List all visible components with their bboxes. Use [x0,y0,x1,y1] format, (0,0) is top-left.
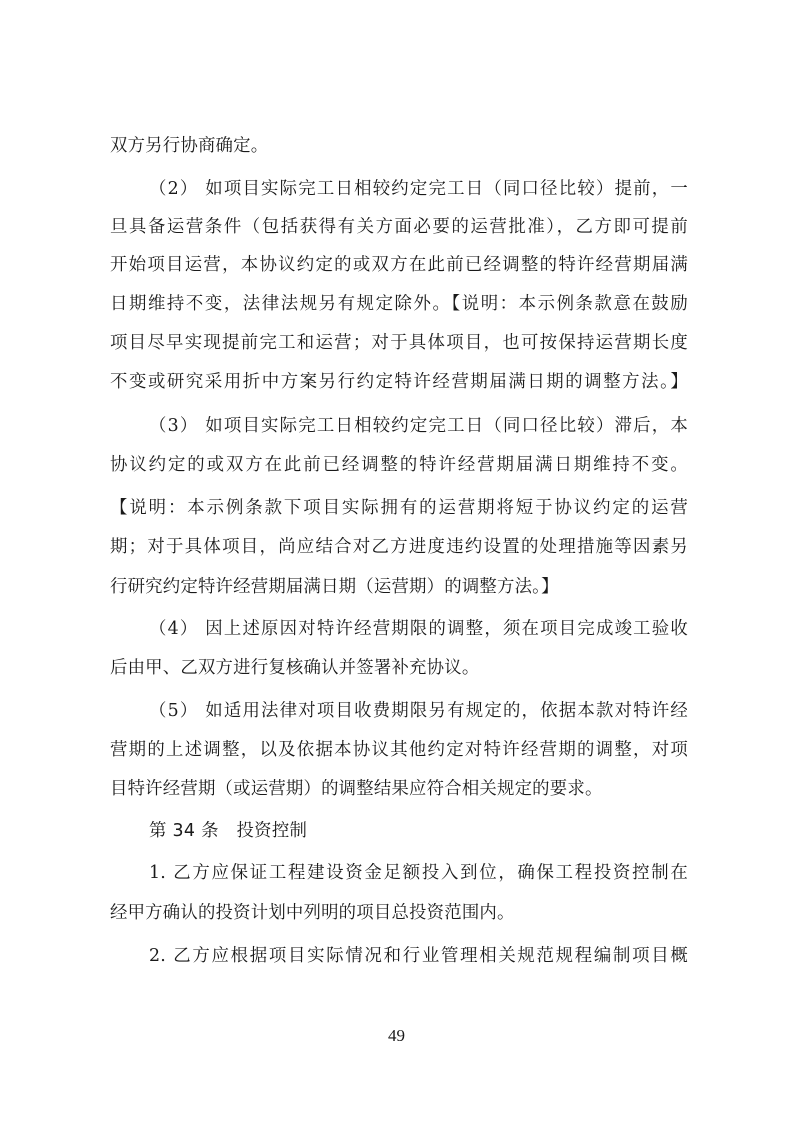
paragraph-line: （3） 如项目实际完工日相较约定完工日（同口径比较）滞后，本 [149,416,688,436]
paragraph-line: 目特许经营期（或运营期）的调整结果应符合相关规定的要求。 [110,779,603,799]
paragraph-line: 后由甲、乙双方进行复核确认并签署补充协议。 [110,658,480,678]
section-heading: 第 34 条 投资控制 [149,821,308,841]
paragraph-line: 1. 乙方应保证工程建设资金足额投入到位，确保工程投资控制在 [149,863,688,883]
paragraph-line: 旦具备运营条件（包括获得有关方面必要的运营批准），乙方即可提前 [110,217,688,237]
paragraph-line: 2. 乙方应根据项目实际情况和行业管理相关规范规程编制项目概 [149,946,688,966]
page-number: 49 [388,1026,405,1045]
paragraph-line: 协议约定的或双方在此前已经调整的特许经营期届满日期维持不变。 [110,455,688,475]
paragraph-line: （5） 如适用法律对项目收费期限另有规定的，依据本款对特许经 [149,701,688,721]
paragraph-line: 经甲方确认的投资计划中列明的项目总投资范围内。 [110,903,515,923]
paragraph-line: 不变或研究采用折中方案另行约定特许经营期届满日期的调整方法。】 [110,372,688,392]
paragraph-line: 日期维持不变，法律法规另有规定除外。【说明：本示例条款意在鼓励 [110,294,688,314]
paragraph-line: 项目尽早实现提前完工和运营；对于具体项目，也可按保持运营期长度 [110,333,688,353]
paragraph-line: （2） 如项目实际完工日相较约定完工日（同口径比较）提前，一 [149,179,688,199]
paragraph-line: 双方另行协商确定。 [110,136,269,156]
paragraph-line: 营期的上述调整，以及依据本协议其他约定对特许经营期的调整，对项 [110,740,688,760]
paragraph-line: 开始项目运营，本协议约定的或双方在此前已经调整的特许经营期届满 [110,255,688,275]
paragraph-line: 期；对于具体项目，尚应结合对乙方进度违约设置的处理措施等因素另 [110,537,688,557]
paragraph-line: 【说明：本示例条款下项目实际拥有的运营期将短于协议约定的运营 [110,498,688,518]
paragraph-line: 行研究约定特许经营期届满日期（运营期）的调整方法。】 [110,577,559,597]
paragraph-line: （4） 因上述原因对特许经营期限的调整，须在项目完成竣工验收 [149,619,688,639]
